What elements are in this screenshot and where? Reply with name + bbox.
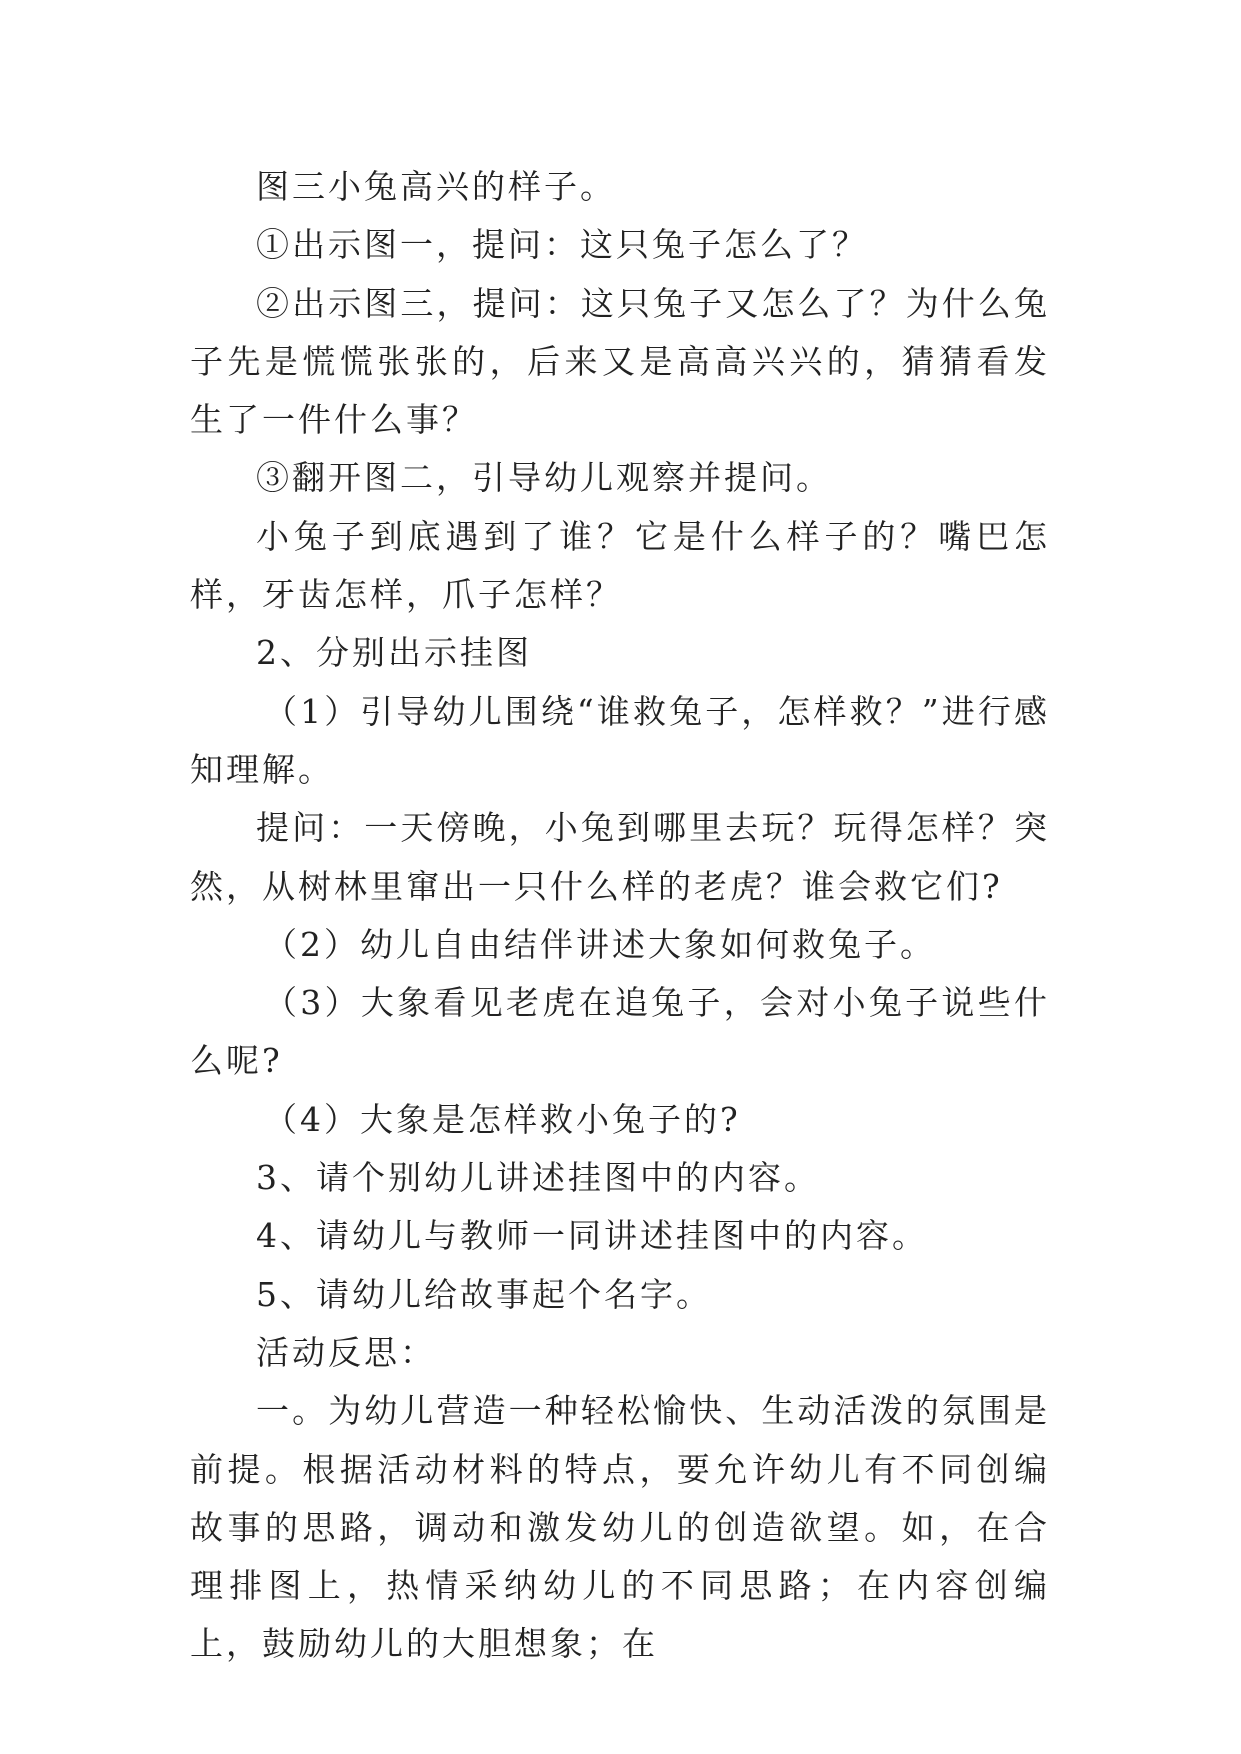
paragraph-sub-three: （3）大象看见老虎在追兔子，会对小兔子说些什么呢? xyxy=(190,983,1050,1081)
paragraph-section-two: 2、分别出示挂图 xyxy=(256,633,532,673)
paragraph-step-two: ②出示图三，提问：这只兔子又怎么了？为什么兔子先是慌慌张张的，后来又是高高兴兴的，猜猜看发生了一件什么事？ xyxy=(190,283,1050,440)
paragraph-prompt: 提问：一天傍晚，小兔到哪里去玩？玩得怎样？突然，从树林里窜出一只什么样的老虎？谁会救它们? xyxy=(190,808,1050,906)
paragraph-figure-three: 图三小兔高兴的样子。 xyxy=(256,167,616,206)
paragraph-step-three: ③翻开图二，引导幼儿观察并提问。 xyxy=(256,458,832,498)
paragraph-sub-one: （1）引导幼儿围绕“谁救兔子，怎样救？”进行感知理解。 xyxy=(190,691,1050,789)
paragraph-sub-four: （4）大象是怎样救小兔子的? xyxy=(264,1099,741,1139)
paragraph-sub-two: （2）幼儿自由结伴讲述大象如何救兔子。 xyxy=(264,924,936,964)
paragraph-reflection-one: 一。为幼儿营造一种轻松愉快、生动活泼的氛围是前提。根据活动材料的特点，要允许幼儿有不同创编故事的思路，调动和激发幼儿的创造欲望。如，在合理排图上，热情采纳幼儿的不同思路；在内容创编上，鼓励幼儿的大胆想象；在 xyxy=(190,1391,1050,1664)
paragraph-question: 小兔子到底遇到了谁？它是什么样子的？嘴巴怎样，牙齿怎样，爪子怎样？ xyxy=(190,516,1050,615)
paragraph-section-three: 3、请个别幼儿讲述挂图中的内容。 xyxy=(256,1158,820,1198)
paragraph-section-four: 4、请幼儿与教师一同讲述挂图中的内容。 xyxy=(256,1216,928,1256)
paragraph-reflection-heading: 活动反思： xyxy=(256,1332,436,1372)
document-body xyxy=(190,158,1050,1674)
paragraph-step-one: ①出示图一，提问：这只兔子怎么了？ xyxy=(256,225,868,265)
paragraph-section-five: 5、请幼儿给故事起个名字。 xyxy=(256,1274,712,1314)
